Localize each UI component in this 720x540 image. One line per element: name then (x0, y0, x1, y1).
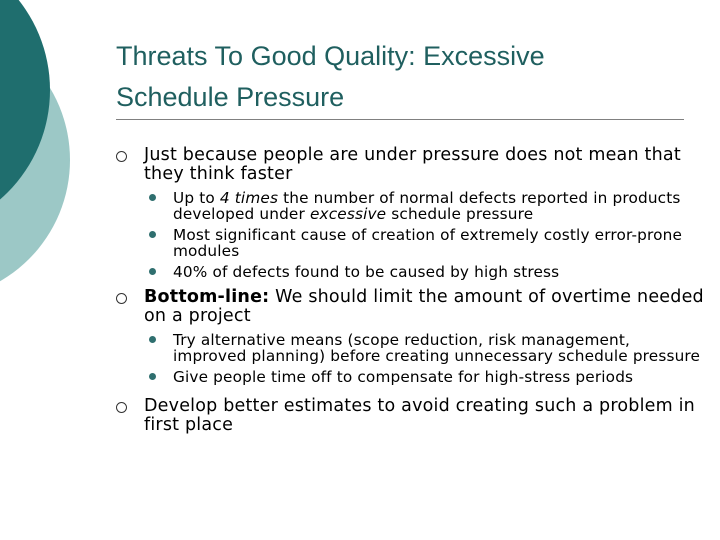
filled-dot-bullet-icon (149, 373, 156, 380)
sub-bullet-2-2 (116, 369, 706, 385)
sub-text: Try alternative means (scope reduction, risk management, improved planning) before creating unnecessary schedule pressure (173, 331, 701, 365)
bullet-text: Just because people are under pressure does not mean that they think faster (144, 145, 681, 184)
decorative-circles (0, 0, 80, 300)
bullet-text: Develop better estimates to avoid creating such a problem in first place (144, 396, 695, 435)
sub-bullet-1-2 (116, 227, 706, 259)
title-divider (116, 119, 684, 120)
hollow-circle-bullet-icon (116, 293, 127, 304)
sub-text-emphasis-2: excessive (309, 205, 387, 223)
sub-text-post: the number of normal defects reported in products developed under (173, 189, 681, 223)
sub-bullet-1-3 (116, 264, 706, 280)
sub-text-post-2: schedule pressure (386, 205, 534, 223)
sub-text: Give people time off to compensate for high-stress periods (173, 368, 634, 386)
bullet-item-2 (116, 288, 706, 326)
filled-dot-bullet-icon (149, 268, 156, 275)
bullet-text: We should limit the amount of overtime needed on a project (144, 287, 704, 326)
title-line-1: Threats To Good Quality: Excessive (116, 41, 545, 71)
bullet-strong-text: Bottom-line: (144, 287, 270, 307)
sub-text: 40% of defects found to be caused by high stress (173, 263, 560, 281)
bullet-list (116, 146, 706, 435)
sub-bullet-1-1 (116, 190, 706, 222)
sub-bullet-2-1 (116, 332, 706, 364)
filled-dot-bullet-icon (149, 336, 156, 343)
sub-text-pre: Up to (173, 189, 220, 207)
hollow-circle-bullet-icon (116, 402, 127, 413)
sub-text-emphasis: 4 times (219, 189, 279, 207)
filled-dot-bullet-icon (149, 194, 156, 201)
filled-dot-bullet-icon (149, 231, 156, 238)
bullet-item-1 (116, 146, 706, 184)
sub-text: Most significant cause of creation of extremely costly error-prone modules (173, 226, 683, 260)
bullet-item-3 (116, 397, 706, 435)
title-line-2: Schedule Pressure (116, 82, 345, 112)
hollow-circle-bullet-icon (116, 151, 127, 162)
slide-title (116, 36, 696, 118)
